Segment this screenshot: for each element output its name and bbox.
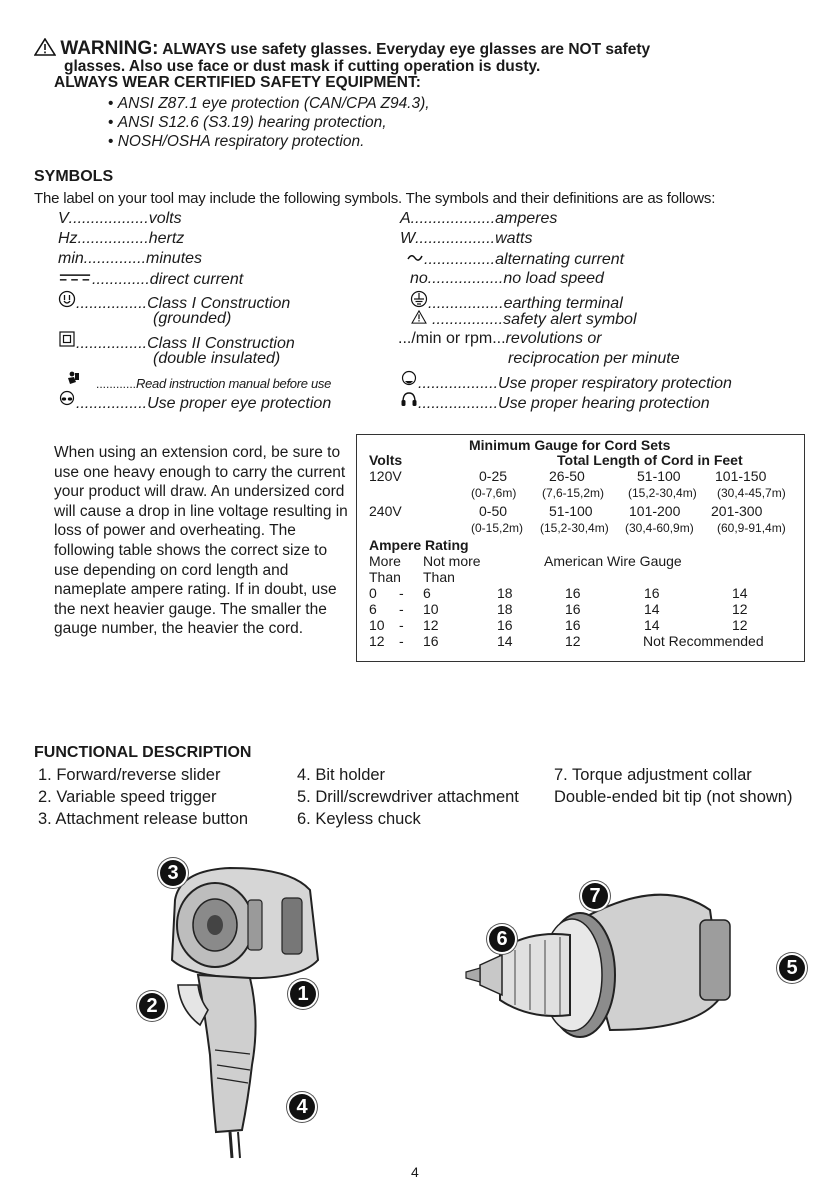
symbol-dots: .................. (68, 210, 149, 227)
function-item: 2. Variable speed trigger (38, 788, 217, 806)
gauge-value: 18 (497, 585, 513, 601)
callout-4: 4 (289, 1094, 315, 1120)
function-item: 7. Torque adjustment collar (554, 766, 752, 784)
metric-range: (0-7,6m) (471, 486, 517, 500)
gauge-value: 14 (497, 633, 513, 649)
ppe-item: • NOSH/OSHA respiratory protection. (108, 132, 430, 151)
symbol-row (153, 350, 280, 368)
metric-range: (7,6-15,2m) (542, 486, 605, 500)
amp-dash: - (399, 601, 404, 617)
not-more-label: Not more (423, 553, 481, 569)
metric-range: (15,2-30,4m) (540, 521, 609, 535)
amp-dash: - (399, 617, 404, 633)
gauge-value: 16 (565, 601, 581, 617)
length-label: Total Length of Cord in Feet (557, 452, 743, 468)
length-range: 26-50 (549, 468, 585, 484)
symbol-row (58, 250, 202, 268)
symbol-dots: ................ (76, 295, 148, 312)
symbol-dots: ................ (76, 395, 148, 412)
symbol-def: (grounded) (153, 310, 232, 327)
symbol-row (64, 370, 331, 391)
symbol-dots: ................ (76, 335, 148, 352)
gauge-value: 16 (565, 585, 581, 601)
symbol-row (400, 210, 557, 228)
alternating-current-icon (406, 250, 424, 264)
gauge-value: 16 (497, 617, 513, 633)
gauge-value: 12 (732, 601, 748, 617)
amp-dash: - (399, 633, 404, 649)
gauge-value: Not Recommended (643, 633, 764, 649)
functional-description-heading: FUNCTIONAL DESCRIPTION (34, 744, 252, 761)
more-label: More (369, 553, 401, 569)
symbol-dots: .................. (418, 375, 499, 392)
callout-7: 7 (582, 883, 608, 909)
gauge-value: 14 (732, 585, 748, 601)
amp-more: 6 (369, 601, 377, 617)
symbol-def: revolutions or (505, 330, 602, 347)
symbol-row (58, 230, 184, 248)
symbol-row (406, 250, 624, 269)
gauge-value: 12 (565, 633, 581, 649)
symbols-heading: SYMBOLS (34, 168, 114, 185)
respiratory-protection-icon (400, 370, 418, 388)
symbol-def: Read instruction manual before use (136, 376, 332, 391)
symbol-row (398, 330, 602, 348)
symbol-def: safety alert symbol (503, 311, 637, 328)
symbol-row (58, 270, 243, 289)
symbol-row (58, 390, 331, 413)
metric-range: (60,9-91,4m) (717, 521, 786, 535)
function-item: 1. Forward/reverse slider (38, 766, 221, 784)
length-range: 0-25 (479, 468, 508, 484)
metric-range: (30,4-45,7m) (717, 486, 786, 500)
amp-not-more: 16 (423, 633, 439, 649)
symbol-def: Use proper hearing protection (498, 395, 710, 412)
length-range: 0-50 (479, 503, 508, 519)
symbol-def: Use proper eye protection (147, 395, 332, 412)
volt-value: 240V (369, 503, 402, 519)
amp-more: 12 (369, 633, 385, 649)
symbol-row (410, 270, 604, 288)
class-1-construction-icon (58, 290, 76, 308)
symbol-def: hertz (148, 230, 185, 247)
symbol-term: V (58, 210, 69, 227)
ppe-list (108, 94, 430, 151)
symbol-def: volts (148, 210, 182, 227)
gauge-value: 16 (644, 585, 660, 601)
symbol-def: Use proper respiratory protection (498, 375, 732, 392)
amp-not-more: 12 (423, 617, 439, 633)
ppe-item: • ANSI S12.6 (S3.19) hearing protection, (108, 113, 430, 132)
symbol-row (153, 310, 231, 328)
volts-label: Volts (369, 452, 403, 468)
symbol-term: .../min or rpm (398, 330, 493, 347)
callout-1: 1 (290, 981, 316, 1007)
amp-not-more: 6 (423, 585, 431, 601)
length-range: 101-200 (629, 503, 681, 519)
metric-range: (0-15,2m) (471, 521, 524, 535)
symbol-dots: ................ (432, 311, 504, 328)
symbol-dots: ................... (410, 210, 496, 227)
symbol-dots: .............. (83, 250, 147, 267)
warning-line-3: ALWAYS WEAR CERTIFIED SAFETY EQUIPMENT: (54, 74, 421, 91)
symbol-dots: ................ (77, 230, 149, 247)
amp-dash: - (399, 585, 404, 601)
callout-6: 6 (489, 926, 515, 952)
class-2-construction-icon (58, 330, 76, 348)
symbol-def: watts (495, 230, 533, 247)
symbol-term: Hz (58, 230, 78, 247)
metric-range: (30,4-60,9m) (625, 521, 694, 535)
symbol-term: no (410, 270, 428, 287)
function-item: 6. Keyless chuck (297, 810, 421, 828)
amp-more: 0 (369, 585, 377, 601)
symbol-def: (double insulated) (153, 350, 281, 367)
gauge-value: 14 (644, 617, 660, 633)
function-item: 4. Bit holder (297, 766, 386, 784)
symbol-def: amperes (495, 210, 558, 227)
callout-3: 3 (160, 860, 186, 886)
gauge-value: 18 (497, 601, 513, 617)
direct-current-icon (58, 270, 92, 284)
eye-protection-icon (58, 390, 76, 408)
symbol-row (58, 210, 182, 228)
symbol-def: minutes (146, 250, 203, 267)
function-item: Double-ended bit tip (not shown) (554, 788, 793, 806)
ampere-label: Ampere Rating (369, 537, 469, 553)
symbol-dots: ............. (92, 271, 150, 288)
symbol-row (508, 350, 680, 368)
symbol-dots: ............ (96, 377, 137, 391)
symbols-intro: The label on your tool may include the following symbols. The symbols and their definitions are as follows: (34, 190, 716, 207)
amp-not-more: 10 (423, 601, 439, 617)
callout-5: 5 (779, 955, 805, 981)
symbol-term: min (58, 250, 84, 267)
symbol-def: no load speed (503, 270, 604, 287)
symbol-term: A (400, 210, 411, 227)
symbol-row (410, 310, 637, 329)
warning-text-1: ALWAYS use safety glasses. Everyday eye glasses are NOT safety (162, 41, 651, 58)
than-label: Than (423, 569, 455, 585)
gauge-table-title: Minimum Gauge for Cord Sets (469, 437, 671, 453)
symbol-def: Class II Construction (147, 335, 295, 352)
awg-label: American Wire Gauge (544, 553, 682, 569)
extension-cord-text: When using an extension cord, be sure to use one heavy enough to carry the current your product will draw. An undersized cord will cause a drop in line voltage resulting in loss of power and overheating. The following table shows the correct size to use depending on cord length and nameplate ampere rating. If in doubt, use the next heavier gauge. The smaller the gauge number, the heavier the cord. (54, 444, 348, 638)
gauge-value: 16 (565, 617, 581, 633)
symbol-dots: ... (492, 330, 506, 347)
symbol-row (400, 230, 532, 248)
length-range: 201-300 (711, 503, 763, 519)
callout-2: 2 (139, 993, 165, 1019)
hearing-protection-icon (400, 390, 418, 408)
gauge-table (356, 434, 805, 662)
safety-alert-icon (34, 38, 56, 56)
symbol-term: W (400, 230, 416, 247)
warning-line-2: glasses. Also use face or dust mask if cutting operation is dusty. (64, 58, 541, 75)
amp-more: 10 (369, 617, 385, 633)
metric-range: (15,2-30,4m) (628, 486, 697, 500)
symbol-def: reciprocation per minute (508, 350, 680, 367)
function-item: 5. Drill/screwdriver attachment (297, 788, 519, 806)
symbol-def: earthing terminal (503, 295, 623, 312)
length-range: 101-150 (715, 468, 767, 484)
symbol-def: Class I Construction (147, 295, 291, 312)
symbol-dots: ................. (428, 295, 504, 312)
than-label: Than (369, 569, 401, 585)
read-manual-icon (64, 370, 82, 388)
symbol-dots: ................. (427, 270, 504, 287)
page-number: 4 (411, 1164, 419, 1180)
symbol-dots: .................. (415, 230, 496, 247)
earthing-terminal-icon (410, 290, 428, 308)
volt-value: 120V (369, 468, 402, 484)
warning-label: WARNING: (60, 38, 159, 59)
warning-line-1 (34, 38, 650, 60)
symbol-def: alternating current (495, 251, 625, 268)
gauge-value: 12 (732, 617, 748, 633)
length-range: 51-100 (549, 503, 593, 519)
ppe-item: • ANSI Z87.1 eye protection (CAN/CPA Z94.3), (108, 94, 430, 113)
symbol-dots: ................ (424, 251, 496, 268)
gauge-value: 14 (644, 601, 660, 617)
symbol-def: direct current (149, 271, 244, 288)
length-range: 51-100 (637, 468, 681, 484)
symbol-row (400, 390, 710, 413)
symbol-dots: .................. (418, 395, 499, 412)
chuck-attachment-illustration (460, 880, 760, 1080)
function-item: 3. Attachment release button (38, 810, 249, 828)
safety-alert-symbol-icon (410, 310, 428, 324)
